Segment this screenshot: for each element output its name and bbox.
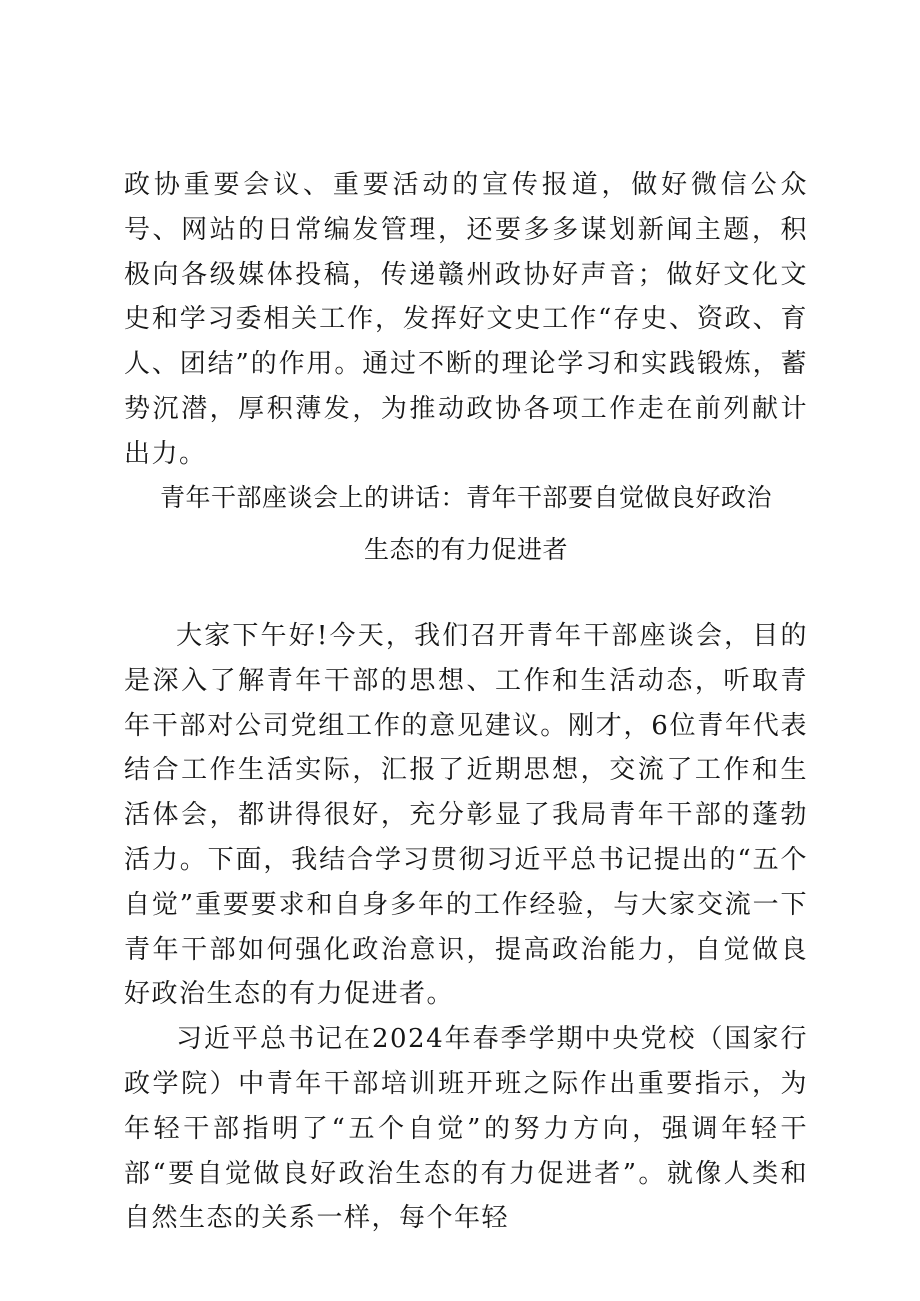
intro-paragraph: 政协重要会议、重要活动的宣传报道，做好微信公众号、网站的日常编发管理，还要多多谋划新闻主题，积极向各级媒体投稿，传递赣州政协好声音；做好文化文史和学习委相关工作，发挥好文史工作“存史、资政、育人、团结”的作用。通过不断的理论学习和实践锻炼，蓄势沉潜，厚积薄发，为推动政协各项工作走在前列献计出力。: [124, 170, 808, 469]
speech-body: [124, 614, 808, 1241]
speech-title-line-1: 青年干部座谈会上的讲话：青年干部要自觉做良好政治: [159, 483, 772, 512]
speech-title: [124, 472, 808, 576]
body-paragraph-1: 大家下午好!今天，我们召开青年干部座谈会，目的是深入了解青年干部的思想、工作和生活动态，听取青年干部对公司党组工作的意见建议。刚才，6位青年代表结合工作生活实际，汇报了近期思想，交流了工作和生活体会，都讲得很好，充分彰显了我局青年干部的蓬勃活力。下面，我结合学习贯彻习近平总书记提出的“五个自觉”重要要求和自身多年的工作经验，与大家交流一下青年干部如何强化政治意识，提高政治能力，自觉做良好政治生态的有力促进者。: [124, 621, 808, 1010]
body-paragraph-2: 习近平总书记在2024年春季学期中央党校（国家行政学院）中青年干部培训班开班之际作出重要指示，为年轻干部指明了“五个自觉”的努力方向，强调年轻干部“要自觉做良好政治生态的有力促进者”。就像人类和自然生态的关系一样，每个年轻: [124, 1024, 808, 1234]
speech-title-line-2: 生态的有力促进者: [363, 535, 568, 564]
intro-section: [124, 163, 808, 477]
